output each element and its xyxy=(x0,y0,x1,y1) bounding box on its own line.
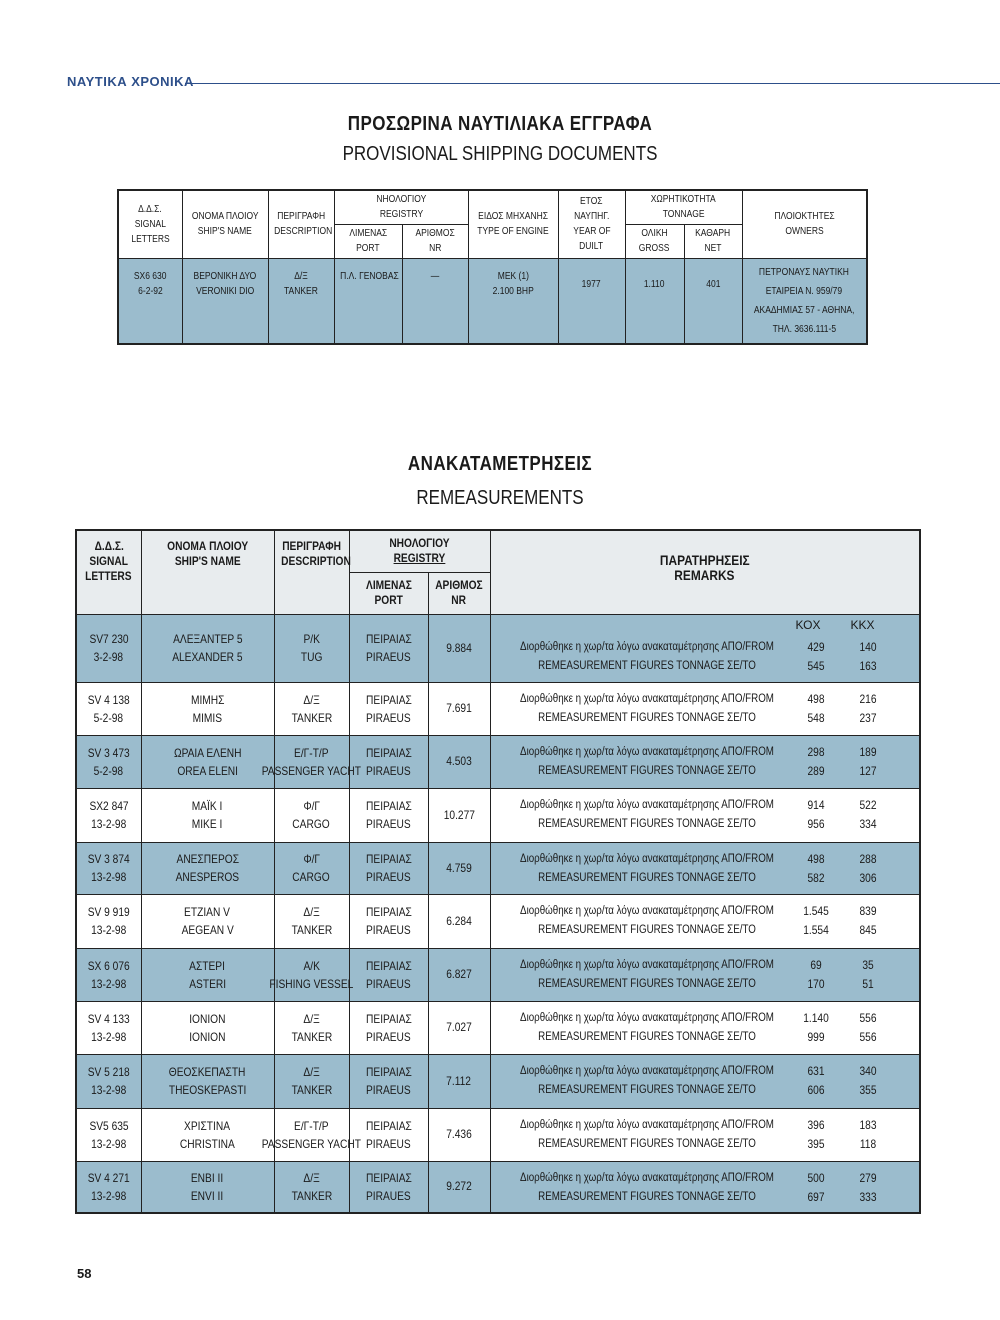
row-remarks xyxy=(490,614,920,682)
prov-nr: — xyxy=(402,258,468,344)
rem-header-port: ΛΙΜΕΝΑΣ PORT xyxy=(349,572,428,614)
kox-label: ΚΟΧ xyxy=(795,618,821,632)
row-remarks xyxy=(490,682,920,735)
remark-text: Διορθώθηκε η χωρ/τα λόγω ανακαταμέτρησης ΑΠΟ/FROM REMEASUREMENT FIGURES TONNAGE ΣΕ/TO xyxy=(519,1012,774,1043)
table-row xyxy=(76,948,920,1001)
prov-header-name: ΟΝΟΜΑ ΠΛΟΙΟΥ SHIP'S NAME xyxy=(182,190,268,258)
table-row xyxy=(76,1054,920,1108)
kox-values: 1.545 1.554 xyxy=(802,904,829,937)
rem-header-description: ΠΕΡΙΓΡΑΦΗ DESCRIPTION xyxy=(274,530,349,614)
row-description: Φ/Γ CARGO xyxy=(274,842,349,894)
row-ship-name: ΑΛΕΞΑΝΤΕΡ 5 ALEXANDER 5 xyxy=(141,614,274,682)
row-port: ΠΕΙΡΑΙΑΣ PIRAEUS xyxy=(349,788,428,842)
row-port: ΠΕΙΡΑΙΑΣ PIRAEUS xyxy=(349,1001,428,1054)
prov-owners: ΠΕΤΡΟΝΑΥΣ ΝΑΥΤΙΚΗ ΕΤΑΙΡΕΙΑ Ν. 959/79 ΑΚΑΔΗΜΙΑΣ 57 - ΑΘΗΝΑ, ΤΗΛ. 3636.111-5 xyxy=(742,258,867,344)
row-port: ΠΕΙΡΑΙΑΣ PIRAEUS xyxy=(349,735,428,788)
prov-net: 401 xyxy=(684,258,742,344)
kkx-values: 556 556 xyxy=(859,1011,877,1044)
table-row xyxy=(76,1001,920,1054)
kox-values: 1.140 999 xyxy=(802,1011,829,1044)
table-row xyxy=(76,682,920,735)
kox-values: 500 697 xyxy=(807,1170,825,1204)
table-row xyxy=(76,788,920,842)
row-ship-name: ΘΕΟΣΚΕΠΑΣΤΗ THEOSKEPASTI xyxy=(141,1054,274,1108)
prov-header-engine: ΕΙΔΟΣ ΜΗΧΑΝΗΣ TYPE OF ENGINE xyxy=(468,190,558,258)
remark-text: Διορθώθηκε η χωρ/τα λόγω ανακαταμέτρησης ΑΠΟ/FROM REMEASUREMENT FIGURES TONNAGE ΣΕ/TO xyxy=(519,905,774,936)
row-remarks xyxy=(490,1108,920,1161)
row-remarks xyxy=(490,788,920,842)
prov-port: Π.Λ. ΓΕΝΟΒΑΣ xyxy=(334,258,402,344)
prov-signal: SX6 630 6-2-92 xyxy=(118,258,182,344)
table-row xyxy=(76,1108,920,1161)
prov-description: Δ/Ξ TANKER xyxy=(268,258,334,344)
row-description: Δ/Ξ TANKER xyxy=(274,682,349,735)
prov-header-year: ΕΤΟΣ ΝΑΥΠΗΓ. YEAR OF DUILT xyxy=(558,190,625,258)
kkx-values: 216 237 xyxy=(859,692,877,725)
rem-header-nr: ΑΡΙΘΜΟΣ NR xyxy=(428,572,490,614)
row-description: Α/Κ FISHING VESSEL xyxy=(274,948,349,1001)
rem-header-remarks: ΠΑΡΑΤΗΡΗΣΕΙΣ REMARKS xyxy=(490,530,920,614)
prov-header-port: ΛΙΜΕΝΑΣ PORT xyxy=(334,224,402,258)
rem-header-name: ΟΝΟΜΑ ΠΛΟΙΟΥ SHIP'S NAME xyxy=(141,530,274,614)
remark-text: Διορθώθηκε η χωρ/τα λόγω ανακαταμέτρησης ΑΠΟ/FROM REMEASUREMENT FIGURES TONNAGE ΣΕ/TO xyxy=(519,853,774,884)
kkx-values: 340 355 xyxy=(859,1064,877,1097)
running-header-title: ΝΑΥΤΙΚΑ ΧΡΟΝΙΚΑ xyxy=(67,74,194,89)
kkx-values: 189 127 xyxy=(859,745,877,778)
kkx-values: 288 306 xyxy=(859,852,877,885)
row-signal: SX 6 076 13-2-98 xyxy=(76,948,141,1001)
kox-values: 69 170 xyxy=(807,958,825,991)
remark-text: Διορθώθηκε η χωρ/τα λόγω ανακαταμέτρησης ΑΠΟ/FROM REMEASUREMENT FIGURES TONNAGE ΣΕ/TO xyxy=(519,1065,774,1096)
rem-header-signal: Δ.Δ.Σ. SIGNAL LETTERS xyxy=(76,530,141,614)
row-port: ΠΕΙΡΑΙΑΣ PIRAUES xyxy=(349,1161,428,1213)
table-row xyxy=(76,842,920,894)
prov-table-row xyxy=(118,258,867,344)
row-description: Δ/Ξ TANKER xyxy=(274,1001,349,1054)
provisional-documents-table xyxy=(117,189,868,345)
kox-values: 498 548 xyxy=(807,692,825,725)
row-remarks xyxy=(490,1161,920,1213)
row-remarks xyxy=(490,894,920,948)
prov-header-tonnage: ΧΩΡΗΤΙΚΟΤΗΤΑ TONNAGE xyxy=(625,190,742,224)
prov-gross: 1.110 xyxy=(625,258,684,344)
rem-header-registry: ΝΗΟΛΟΓΙΟΥ REGISTRY xyxy=(349,530,490,572)
row-remarks xyxy=(490,1054,920,1108)
remark-text: Διορθώθηκε η χωρ/τα λόγω ανακαταμέτρησης ΑΠΟ/FROM REMEASUREMENT FIGURES TONNAGE ΣΕ/TO xyxy=(519,1171,774,1203)
row-registry-nr: 9.272 xyxy=(428,1161,490,1213)
row-ship-name: ΜΙΜΗΣ MIMIS xyxy=(141,682,274,735)
kox-values: 914 956 xyxy=(807,798,825,831)
prov-header-nr: ΑΡΙΘΜΟΣ NR xyxy=(402,224,468,258)
table-row xyxy=(76,1161,920,1213)
row-description: Ε/Γ-Τ/Ρ PASSENGER YACHT xyxy=(274,1108,349,1161)
row-signal: SV 3 473 5-2-98 xyxy=(76,735,141,788)
kox-values: 498 582 xyxy=(807,852,825,885)
row-registry-nr: 7.691 xyxy=(428,682,490,735)
remark-text: Διορθώθηκε η χωρ/τα λόγω ανακαταμέτρησης ΑΠΟ/FROM REMEASUREMENT FIGURES TONNAGE ΣΕ/TO xyxy=(519,641,774,672)
remark-text: Διορθώθηκε η χωρ/τα λόγω ανακαταμέτρησης ΑΠΟ/FROM REMEASUREMENT FIGURES TONNAGE ΣΕ/TO xyxy=(519,693,774,724)
row-signal: SV 3 874 13-2-98 xyxy=(76,842,141,894)
row-remarks xyxy=(490,948,920,1001)
prov-header-description: ΠΕΡΙΓΡΑΦΗ DESCRIPTION xyxy=(268,190,334,258)
row-registry-nr: 7.436 xyxy=(428,1108,490,1161)
row-registry-nr: 4.759 xyxy=(428,842,490,894)
row-registry-nr: 6.284 xyxy=(428,894,490,948)
row-port: ΠΕΙΡΑΙΑΣ PIRAEUS xyxy=(349,894,428,948)
remark-text: Διορθώθηκε η χωρ/τα λόγω ανακαταμέτρησης ΑΠΟ/FROM REMEASUREMENT FIGURES TONNAGE ΣΕ/TO xyxy=(519,959,774,990)
row-signal: SV 5 218 13-2-98 xyxy=(76,1054,141,1108)
row-port: ΠΕΙΡΑΙΑΣ PIRAEUS xyxy=(349,614,428,682)
prov-engine: ΜΕΚ (1) 2.100 BHP xyxy=(468,258,558,344)
row-remarks xyxy=(490,1001,920,1054)
row-ship-name: ΧΡΙΣΤΙΝΑ CHRISTINA xyxy=(141,1108,274,1161)
remark-text: Διορθώθηκε η χωρ/τα λόγω ανακαταμέτρησης ΑΠΟ/FROM REMEASUREMENT FIGURES TONNAGE ΣΕ/TO xyxy=(519,799,774,830)
remeasurements-title-english: REMEASUREMENTS xyxy=(416,487,584,509)
row-registry-nr: 9.884 xyxy=(428,614,490,682)
row-ship-name: ΕΤΖΙΑΝ V AEGEAN V xyxy=(141,894,274,948)
row-signal: SV 4 133 13-2-98 xyxy=(76,1001,141,1054)
table-row xyxy=(76,894,920,948)
header-rule xyxy=(185,83,1000,84)
row-registry-nr: 7.027 xyxy=(428,1001,490,1054)
row-ship-name: ΑΝΕΣΠΕΡΟΣ ANESPEROS xyxy=(141,842,274,894)
kox-values: 631 606 xyxy=(807,1064,825,1097)
row-port: ΠΕΙΡΑΙΑΣ PIRAEUS xyxy=(349,1054,428,1108)
row-description: Ρ/Κ TUG xyxy=(274,614,349,682)
row-remarks xyxy=(490,842,920,894)
prov-header-gross: ΟΛΙΚΗ GROSS xyxy=(625,224,684,258)
row-ship-name: ΜΑΪΚ Ι MIKE I xyxy=(141,788,274,842)
row-signal: SV5 635 13-2-98 xyxy=(76,1108,141,1161)
row-registry-nr: 10.277 xyxy=(428,788,490,842)
kkx-values: 183 118 xyxy=(859,1118,877,1151)
row-description: Δ/Ξ TANKER xyxy=(274,1054,349,1108)
kkx-values: 279 333 xyxy=(859,1170,877,1204)
row-port: ΠΕΙΡΑΙΑΣ PIRAEUS xyxy=(349,948,428,1001)
running-header xyxy=(67,72,1000,92)
row-ship-name: ΩΡΑΙΑ ΕΛΕΝΗ OREA ELENI xyxy=(141,735,274,788)
kkx-values: 839 845 xyxy=(859,904,877,937)
prov-year: 1977 xyxy=(558,258,625,344)
row-description: Δ/Ξ TANKER xyxy=(274,894,349,948)
prov-header-net: ΚΑΘΑΡΗ NET xyxy=(684,224,742,258)
row-signal: SV 4 138 5-2-98 xyxy=(76,682,141,735)
row-ship-name: ΕΝΒΙ ΙΙ ENVI II xyxy=(141,1161,274,1213)
kox-values: 396 395 xyxy=(807,1118,825,1151)
kox-values: 298 289 xyxy=(807,745,825,778)
row-ship-name: IONION IONION xyxy=(141,1001,274,1054)
row-description: Δ/Ξ TANKER xyxy=(274,1161,349,1213)
row-signal: SV 9 919 13-2-98 xyxy=(76,894,141,948)
prov-header-owners: ΠΛΟΙΟΚΤΗΤΕΣ OWNERS xyxy=(742,190,867,258)
table-row xyxy=(76,735,920,788)
remeasurements-table xyxy=(75,529,921,1214)
row-port: ΠΕΙΡΑΙΑΣ PIRAEUS xyxy=(349,1108,428,1161)
kkx-values: 35 51 xyxy=(861,958,874,991)
row-signal: SV7 230 3-2-98 xyxy=(76,614,141,682)
kkx-values: 140 163 xyxy=(859,640,877,673)
row-registry-nr: 4.503 xyxy=(428,735,490,788)
kox-values: 429 545 xyxy=(807,640,825,673)
kkx-values: 522 334 xyxy=(859,798,877,831)
prov-name: ΒΕΡΟΝΙΚΗ ΔΥΟ VERONIKI DIO xyxy=(182,258,268,344)
row-signal: SV 4 271 13-2-98 xyxy=(76,1161,141,1213)
row-description: Ε/Γ-Τ/Ρ PASSENGER YACHT xyxy=(274,735,349,788)
row-remarks xyxy=(490,735,920,788)
page-number: 58 xyxy=(77,1266,92,1281)
row-port: ΠΕΙΡΑΙΑΣ PIRAEUS xyxy=(349,842,428,894)
row-ship-name: ΑΣΤΕΡΙ ASTERI xyxy=(141,948,274,1001)
kkx-label: ΚΚΧ xyxy=(850,618,875,632)
row-description: Φ/Γ CARGO xyxy=(274,788,349,842)
remeasurements-title-greek: ΑΝΑΚΑΤΑΜΕΤΡΗΣΕΙΣ xyxy=(407,453,593,475)
row-registry-nr: 6.827 xyxy=(428,948,490,1001)
provisional-title-greek: ΠΡΟΣΩΡΙΝΑ ΝΑΥΤΙΛΙΑΚΑ ΕΓΓΡΑΦΑ xyxy=(347,113,653,135)
provisional-title-english: PROVISIONAL SHIPPING DOCUMENTS xyxy=(342,143,658,165)
table-row xyxy=(76,614,920,682)
prov-header-registry: ΝΗΟΛΟΓΙΟΥ REGISTRY xyxy=(334,190,468,224)
prov-header-signal: Δ.Δ.Σ. SIGNAL LETTERS xyxy=(118,190,182,258)
remark-text: Διορθώθηκε η χωρ/τα λόγω ανακαταμέτρησης ΑΠΟ/FROM REMEASUREMENT FIGURES TONNAGE ΣΕ/TO xyxy=(519,1119,774,1150)
remark-text: Διορθώθηκε η χωρ/τα λόγω ανακαταμέτρησης ΑΠΟ/FROM REMEASUREMENT FIGURES TONNAGE ΣΕ/TO xyxy=(519,746,774,777)
row-signal: SX2 847 13-2-98 xyxy=(76,788,141,842)
row-registry-nr: 7.112 xyxy=(428,1054,490,1108)
row-port: ΠΕΙΡΑΙΑΣ PIRAEUS xyxy=(349,682,428,735)
